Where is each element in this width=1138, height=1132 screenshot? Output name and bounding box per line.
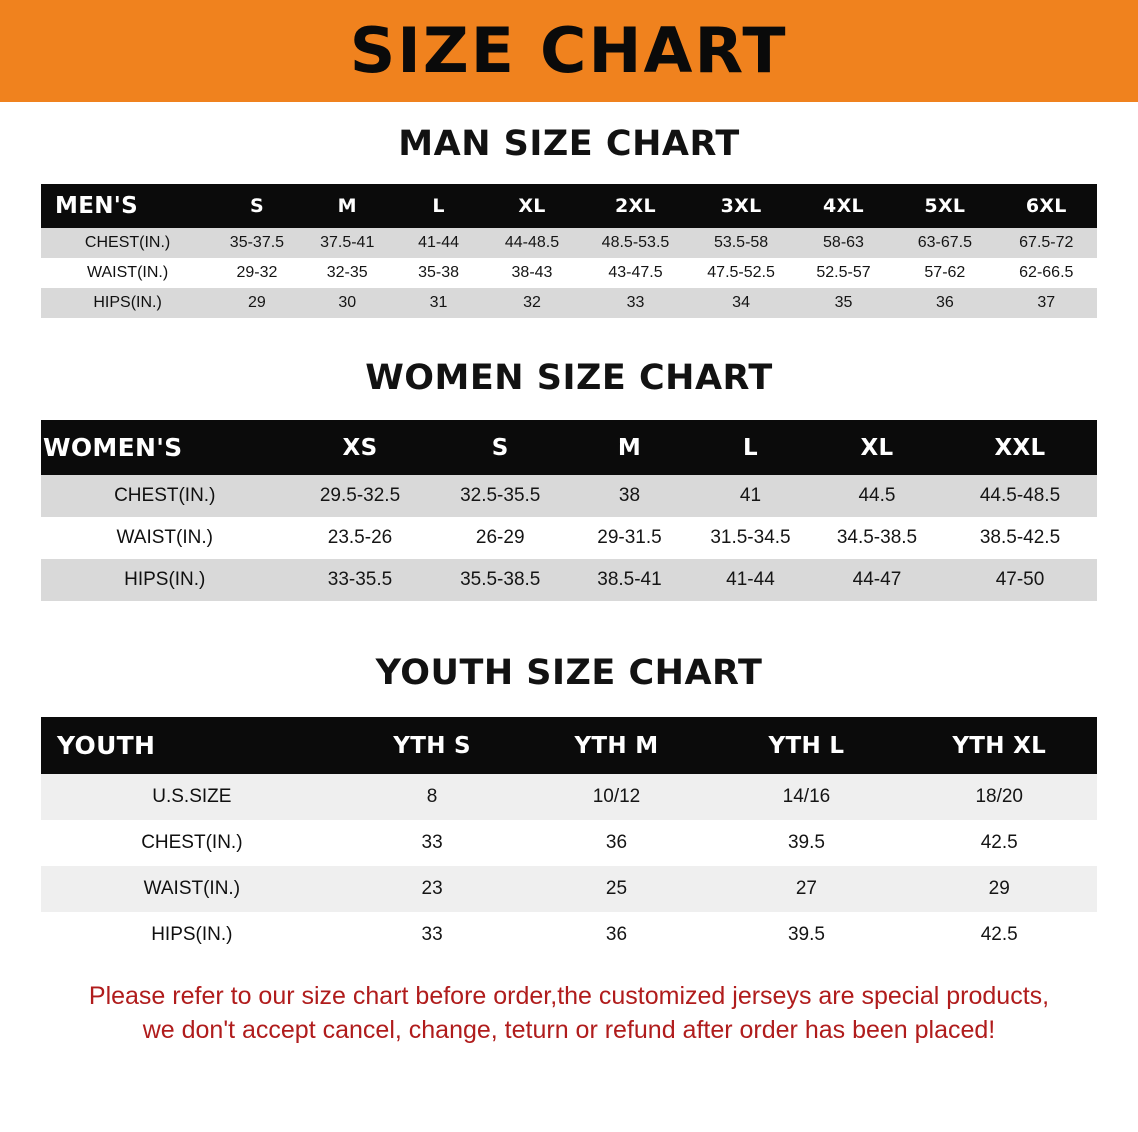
youth-table-body <box>41 774 1097 958</box>
men-hips-5xl: 36 <box>894 288 995 318</box>
women-hips-xl: 44-47 <box>811 559 943 601</box>
women-table-head <box>41 420 1097 475</box>
men-hips-4xl: 35 <box>793 288 894 318</box>
youth-row-label-chest: CHEST(IN.) <box>41 820 343 866</box>
men-hips-2xl: 33 <box>582 288 690 318</box>
youth-waist-xl: 29 <box>901 866 1097 912</box>
table-header-row <box>41 184 1097 228</box>
women-row-label-waist: WAIST(IN.) <box>41 517 289 559</box>
table-row <box>41 258 1097 288</box>
women-header-l: L <box>690 420 811 475</box>
women-section-title: WOMEN SIZE CHART <box>365 358 773 398</box>
men-chest-6xl: 67.5-72 <box>996 228 1097 258</box>
youth-waist-m: 25 <box>521 866 711 912</box>
men-row-label-waist: WAIST(IN.) <box>41 258 214 288</box>
men-size-table <box>41 184 1097 318</box>
disclaimer-line-2: we don't accept cancel, change, teturn or refund after order has been placed! <box>142 1015 996 1044</box>
table-row <box>41 820 1097 866</box>
table-row <box>41 475 1097 517</box>
women-hips-xs: 33-35.5 <box>289 559 432 601</box>
women-chest-s: 32.5-35.5 <box>431 475 569 517</box>
men-chest-m: 37.5-41 <box>300 228 395 258</box>
men-header-s: S <box>214 184 300 228</box>
banner <box>0 0 1138 102</box>
women-chest-m: 38 <box>569 475 690 517</box>
men-chest-2xl: 48.5-53.5 <box>582 228 690 258</box>
women-header-xxl: XXL <box>943 420 1097 475</box>
youth-hips-l: 39.5 <box>711 912 901 958</box>
youth-header-xl: YTH XL <box>901 717 1097 774</box>
women-header-m: M <box>569 420 690 475</box>
men-chest-s: 35-37.5 <box>214 228 300 258</box>
women-header-s: S <box>431 420 569 475</box>
men-row-label-chest: CHEST(IN.) <box>41 228 214 258</box>
men-hips-l: 31 <box>395 288 483 318</box>
table-header-row <box>41 717 1097 774</box>
table-row <box>41 866 1097 912</box>
men-waist-s: 29-32 <box>214 258 300 288</box>
youth-chest-m: 36 <box>521 820 711 866</box>
men-header-6xl: 6XL <box>996 184 1097 228</box>
youth-waist-l: 27 <box>711 866 901 912</box>
table-row <box>41 517 1097 559</box>
men-header-xl: XL <box>482 184 581 228</box>
men-waist-xl: 38-43 <box>482 258 581 288</box>
men-waist-4xl: 52.5-57 <box>793 258 894 288</box>
youth-table-wrap <box>41 717 1097 958</box>
table-row <box>41 228 1097 258</box>
youth-ussize-xl: 18/20 <box>901 774 1097 820</box>
men-chest-4xl: 58-63 <box>793 228 894 258</box>
youth-waist-s: 23 <box>343 866 522 912</box>
women-header-title: WOMEN'S <box>41 420 289 475</box>
women-table-body <box>41 475 1097 601</box>
youth-row-label-hips: HIPS(IN.) <box>41 912 343 958</box>
women-row-label-hips: HIPS(IN.) <box>41 559 289 601</box>
table-row <box>41 288 1097 318</box>
youth-row-label-waist: WAIST(IN.) <box>41 866 343 912</box>
men-waist-2xl: 43-47.5 <box>582 258 690 288</box>
youth-header-title: YOUTH <box>41 717 343 774</box>
women-hips-m: 38.5-41 <box>569 559 690 601</box>
men-table-head <box>41 184 1097 228</box>
men-header-5xl: 5XL <box>894 184 995 228</box>
men-header-3xl: 3XL <box>689 184 792 228</box>
women-table-wrap <box>41 420 1097 601</box>
men-chest-xl: 44-48.5 <box>482 228 581 258</box>
women-size-table <box>41 420 1097 601</box>
men-header-4xl: 4XL <box>793 184 894 228</box>
women-hips-l: 41-44 <box>690 559 811 601</box>
men-chest-5xl: 63-67.5 <box>894 228 995 258</box>
youth-ussize-m: 10/12 <box>521 774 711 820</box>
men-waist-6xl: 62-66.5 <box>996 258 1097 288</box>
women-waist-xs: 23.5-26 <box>289 517 432 559</box>
women-header-xs: XS <box>289 420 432 475</box>
youth-header-m: YTH M <box>521 717 711 774</box>
men-table-body <box>41 228 1097 318</box>
women-waist-xxl: 38.5-42.5 <box>943 517 1097 559</box>
youth-ussize-s: 8 <box>343 774 522 820</box>
youth-hips-m: 36 <box>521 912 711 958</box>
women-hips-xxl: 47-50 <box>943 559 1097 601</box>
men-header-l: L <box>395 184 483 228</box>
table-header-row <box>41 420 1097 475</box>
women-waist-m: 29-31.5 <box>569 517 690 559</box>
youth-size-table <box>41 717 1097 958</box>
women-header-xl: XL <box>811 420 943 475</box>
youth-chest-l: 39.5 <box>711 820 901 866</box>
men-hips-3xl: 34 <box>689 288 792 318</box>
men-waist-m: 32-35 <box>300 258 395 288</box>
youth-chest-s: 33 <box>343 820 522 866</box>
men-chest-l: 41-44 <box>395 228 483 258</box>
youth-header-s: YTH S <box>343 717 522 774</box>
men-waist-3xl: 47.5-52.5 <box>689 258 792 288</box>
banner-title: SIZE CHART <box>350 14 788 87</box>
youth-hips-s: 33 <box>343 912 522 958</box>
table-row <box>41 559 1097 601</box>
youth-chest-xl: 42.5 <box>901 820 1097 866</box>
disclaimer-note <box>40 980 1098 1048</box>
youth-header-l: YTH L <box>711 717 901 774</box>
men-row-label-hips: HIPS(IN.) <box>41 288 214 318</box>
youth-table-head <box>41 717 1097 774</box>
women-chest-l: 41 <box>690 475 811 517</box>
men-waist-5xl: 57-62 <box>894 258 995 288</box>
men-chest-3xl: 53.5-58 <box>689 228 792 258</box>
women-chest-xl: 44.5 <box>811 475 943 517</box>
disclaimer-line-1: Please refer to our size chart before order,the customized jerseys are special products, <box>88 982 1050 1010</box>
men-header-title: MEN'S <box>41 184 214 228</box>
women-waist-s: 26-29 <box>431 517 569 559</box>
men-hips-6xl: 37 <box>996 288 1097 318</box>
women-hips-s: 35.5-38.5 <box>431 559 569 601</box>
youth-row-label-ussize: U.S.SIZE <box>41 774 343 820</box>
women-chest-xxl: 44.5-48.5 <box>943 475 1097 517</box>
women-chest-xs: 29.5-32.5 <box>289 475 432 517</box>
men-hips-xl: 32 <box>482 288 581 318</box>
man-section-title: MAN SIZE CHART <box>398 124 740 164</box>
men-hips-m: 30 <box>300 288 395 318</box>
youth-ussize-l: 14/16 <box>711 774 901 820</box>
youth-section-title: YOUTH SIZE CHART <box>375 653 763 693</box>
men-hips-s: 29 <box>214 288 300 318</box>
man-table-wrap <box>41 184 1097 318</box>
youth-hips-xl: 42.5 <box>901 912 1097 958</box>
men-waist-l: 35-38 <box>395 258 483 288</box>
table-row <box>41 912 1097 958</box>
table-row <box>41 774 1097 820</box>
men-header-m: M <box>300 184 395 228</box>
women-waist-xl: 34.5-38.5 <box>811 517 943 559</box>
women-waist-l: 31.5-34.5 <box>690 517 811 559</box>
men-header-2xl: 2XL <box>582 184 690 228</box>
women-row-label-chest: CHEST(IN.) <box>41 475 289 517</box>
